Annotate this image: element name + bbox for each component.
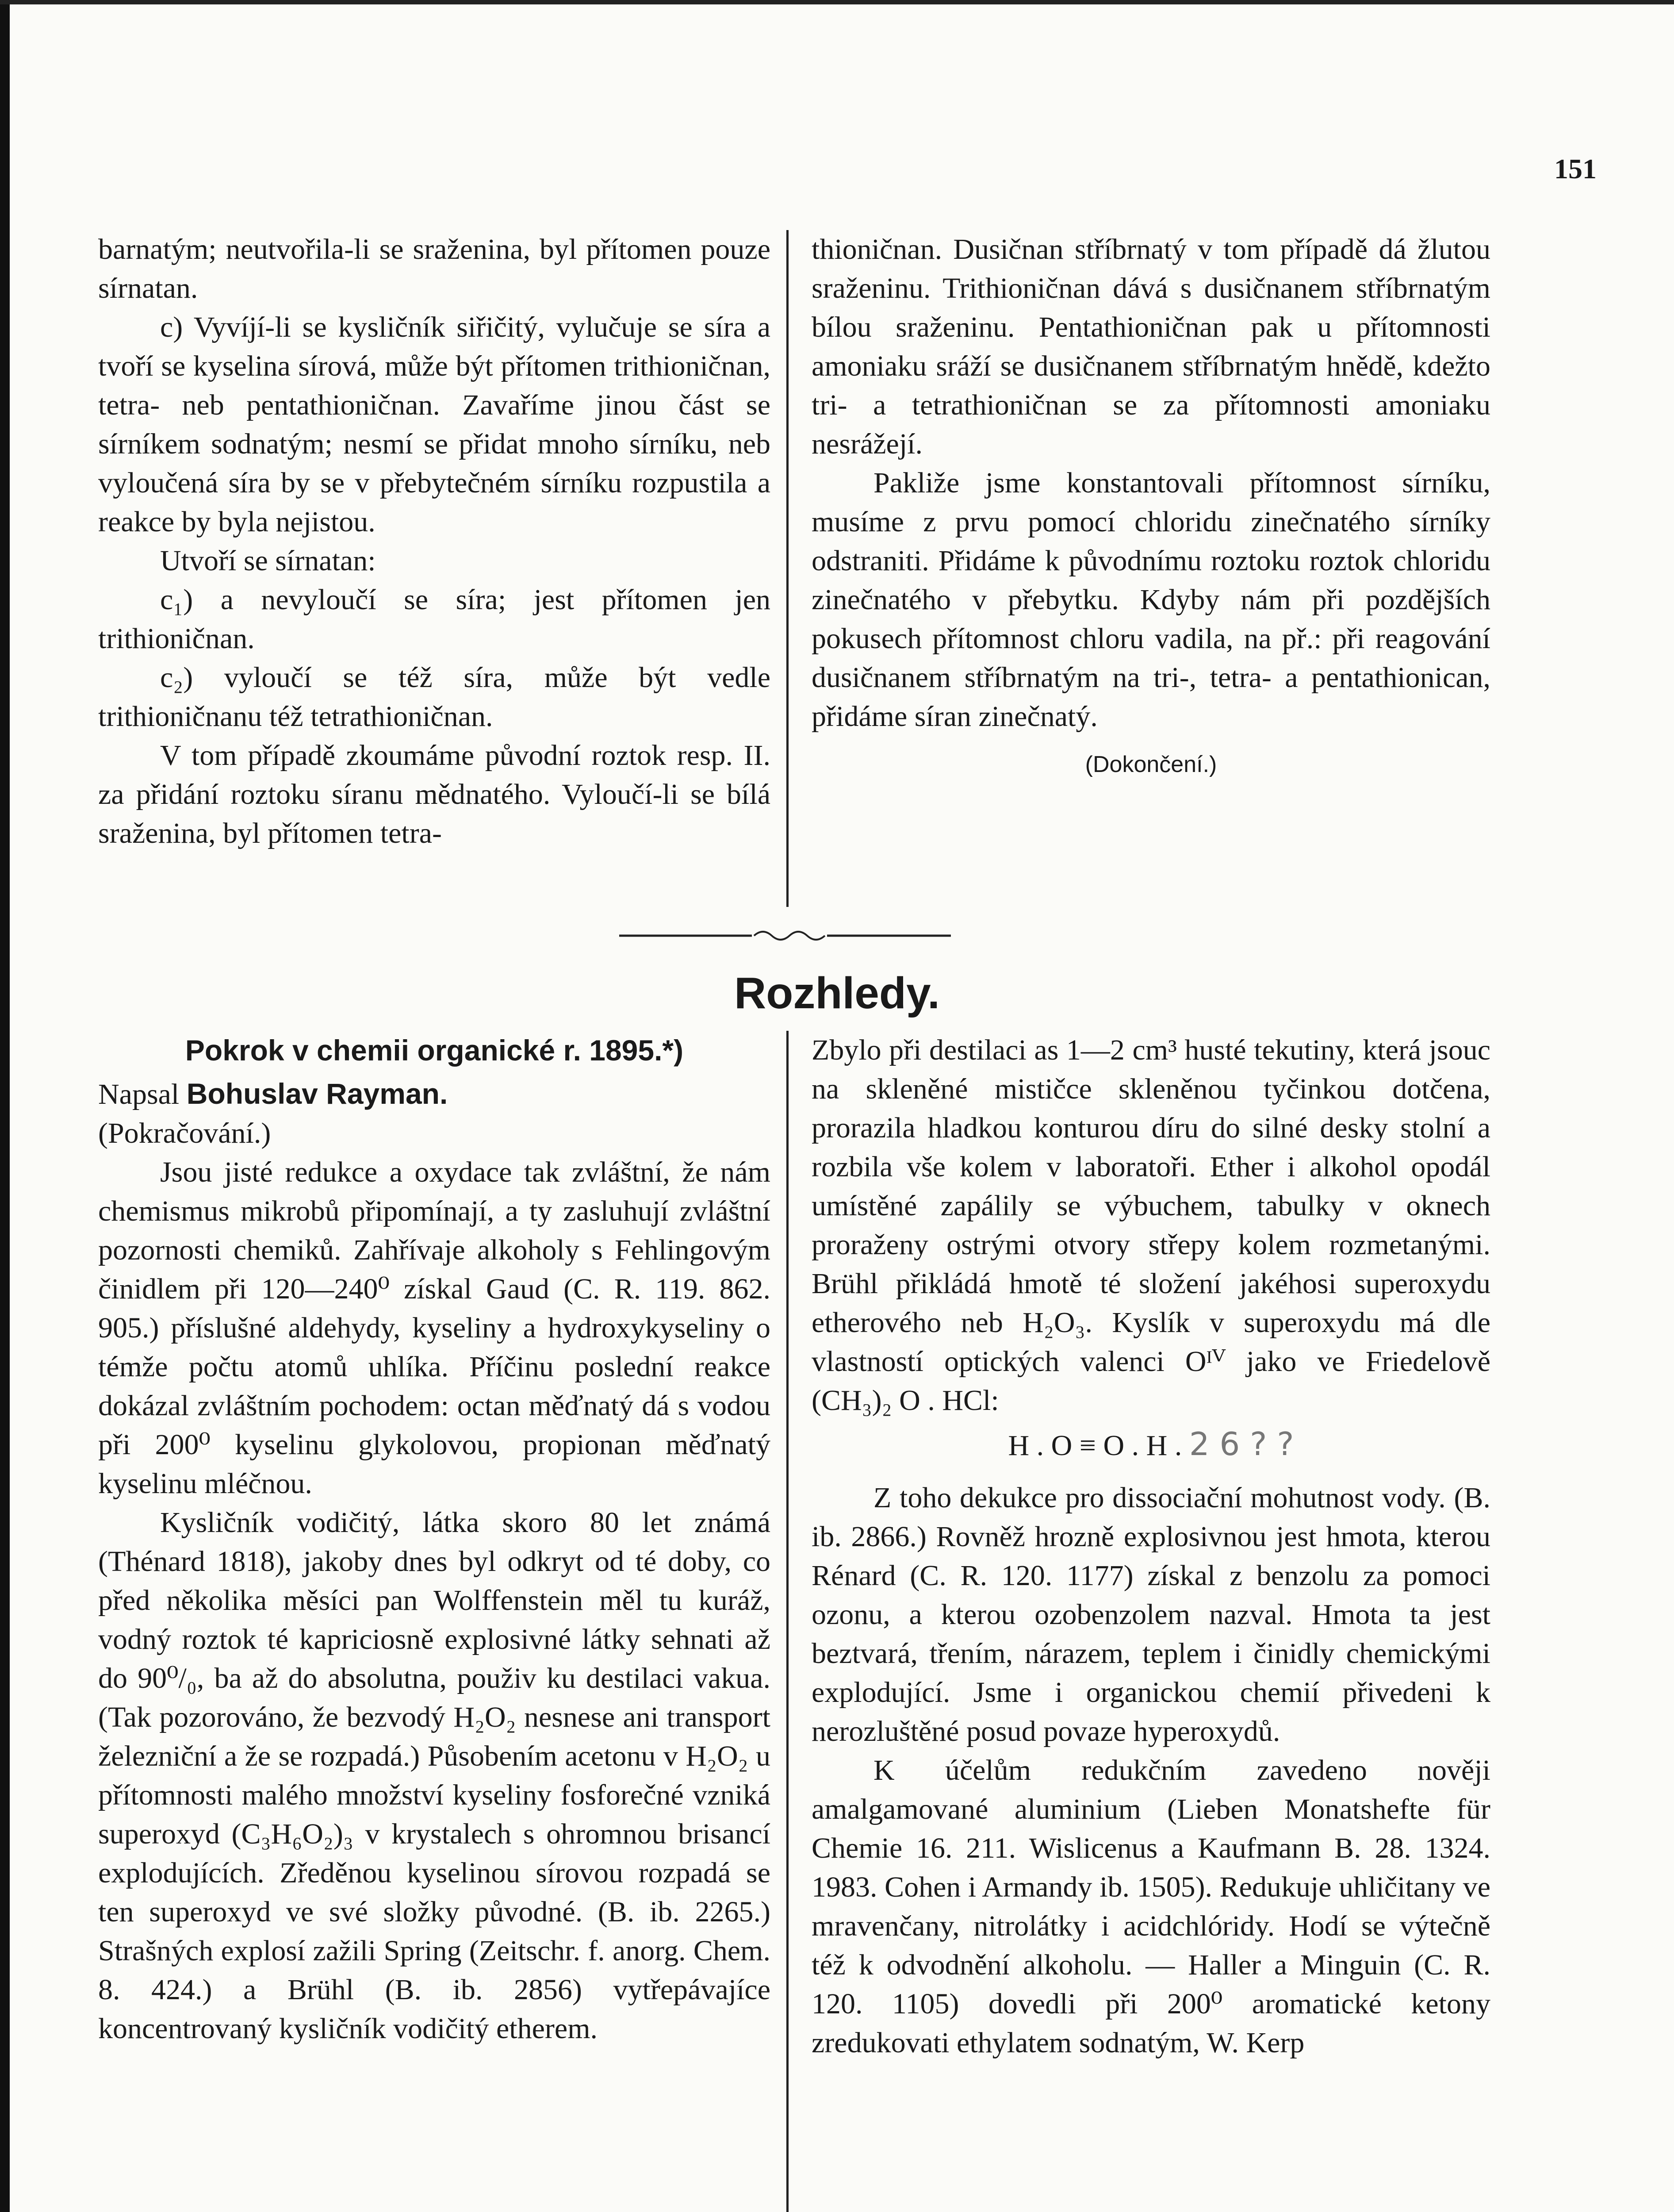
top-right-paragraphs [812, 230, 1490, 736]
handwritten-annotation: 2 6 ? ? [1189, 1425, 1294, 1463]
end-note: (Dokončení.) [1085, 752, 1217, 777]
formula: H . O ≡ O . H . [1008, 1429, 1182, 1462]
bottom-right-paragraphs [812, 1031, 1490, 1420]
paragraph: Utvoří se sírnatan: [160, 545, 376, 577]
column-divider-bottom [786, 1031, 789, 2212]
scan-edge-top [0, 0, 1674, 4]
paragraph: Kysličník vodičitý, látka skoro 80 let známá (Thénard 1818), jakoby dnes byl odkryt od té doby, co před několika měsíci pan Wolffenstein měl tu kuráž, vodný roztok té kapriciosně explosivné látky sehnati až do 90⁰/₀, ba až do absolutna, použiv ku destilaci vakua. (Tak pozorováno, že bezvodý H₂O₂ nesnese ani transport železniční a že se rozpadá.) Působením acetonu v H₂O₂ u přítomnosti malého množství kyseliny fosforečné vzniká superoxyd (C₃H₆O₂)₃ v krystalech s ohromnou brisancí explodujících. Zředěnou kyselinou sírovou rozpadá se ten superoxyd ve své složky původné. (B. ib. 2265.) Strašných explosí zažili Spring (Zeitschr. f. anorg. Chem. 8. 424.) a Brühl (B. ib. 2856) vytřepávajíce koncentrovaný kysličník vodičitý etherem. [98, 1506, 770, 2045]
article-title: Pokrok v chemii organické r. 1895.*) [185, 1034, 684, 1067]
paragraph: V tom případě zkoumáme původní roztok resp. II. za přidání roztoku síranu mědnatého. Vyloučí-li se bílá sraženina, byl přítomen tetra- [98, 739, 770, 849]
paragraph: K účelům redukčním zavedeno nověji amalgamované aluminium (Lieben Monatshefte für Chemie 16. 211. Wislicenus a Kaufmann B. 28. 1324. 1983. Cohen i Armandy ib. 1505). Redukuje uhličitany ve mravenčany, nitrolátky i acidchlóridy. Hodí se výtečně též k odvodnění alkoholu. — Haller a Minguin (C. R. 120. 1105) dovedli při 200⁰ aromatické ketony zredukovati ethylatem sodnatým, W. Kerp [812, 1754, 1490, 2059]
bottom-left-column [98, 1031, 770, 2048]
bottom-right-paragraphs-after [812, 1479, 1490, 2062]
column-divider-top [786, 230, 789, 907]
paragraph: c) Vyvíjí-li se kysličník siřičitý, vylučuje se síra a tvoří se kyselina sírová, může být přítomen trithioničnan, tetra- neb pentathioničnan. Zavaříme jinou část se sírníkem sodnatým; nesmí se přidat mnoho sírníku, neb vyloučená síra by se v přebytečném sírníku rozpustila a reakce by byla nejistou. [98, 311, 770, 538]
paragraph: Zbylo při destilaci as 1—2 cm³ husté tekutiny, která jsouc na skleněné mističce skleněnou tyčinkou dotčena, prorazila hladkou konturou díru do silné desky stolní a rozbila vše kolem v laboratoři. Ether i alkohol opodál umístěné zapálily se výbuchem, tabulky v oknech proraženy ostrými otvory střepy kolem rozmetanými. Brühl přikládá hmotě té složení jakéhosi superoxydu etherového neb H₂O₃. Kyslík v superoxydu má dle vlastností optických valenci Oᴵⱽ jako ve Friedelově (CH₃)₂ O . HCl: [812, 1034, 1490, 1417]
paragraph: c₂) vyloučí se též síra, může být vedle trithioničnanu též tetrathioničnan. [98, 661, 770, 733]
formula-line [812, 1425, 1490, 1465]
byline-prefix: Napsal [98, 1078, 180, 1110]
paragraph: c₁) a nevyloučí se síra; jest přítomen jen trithioničnan. [98, 584, 770, 655]
paragraph: Z toho dekukce pro dissociační mohutnost vody. (B. ib. 2866.) Rovněž hrozně explosivnou jest hmota, kterou Rénard (C. R. 120. 1177) získal z benzolu za pomoci ozonu, a kterou ozobenzolem nazval. Hmota ta jest beztvará, třením, nárazem, teplem i činidly chemickými explodující. Jsme i organickou chemií přivedeni k nerozluštěné posud povaze hyperoxydů. [812, 1482, 1490, 1747]
continuation-note: (Pokračování.) [98, 1117, 271, 1149]
byline [98, 1074, 770, 1114]
paragraph: thioničnan. Dusičnan stříbrnatý v tom případě dá žlutou sraženinu. Trithioničnan dává s dusičnanem stříbrnatým bílou sraženinu. Pentathioničnan pak u přítomnosti amoniaku sráží se dusičnanem stříbrnatým hnědě, kdežto tri- a tetrathioničnan se za přítomnosti amoniaku nesrážejí. [812, 233, 1490, 460]
author-name: Bohuslav Rayman. [186, 1077, 448, 1110]
paragraph: barnatým; neutvořila-li se sraženina, byl přítomen pouze sírnatan. [98, 233, 770, 304]
top-right-column [812, 230, 1490, 784]
paragraph: Jsou jisté redukce a oxydace tak zvláštní, že nám chemismus mikrobů připomínají, a ty zasluhují zvláštní pozornosti chemiků. Zahřívaje alkoholy s Fehlingovým činidlem při 120—240⁰ získal Gaud (C. R. 119. 862. 905.) příslušné aldehydy, kyseliny a hydroxykyseliny o témže počtu atomů uhlíka. Příčinu poslední reakce dokázal zvláštním pochodem: octan měďnatý dá s vodou při 200⁰ kyselinu glykolovou, propionan měďnatý kyselinu mléčnou. [98, 1156, 770, 1500]
ornamental-divider [619, 922, 951, 949]
bottom-right-column [812, 1031, 1490, 2062]
page-number: 151 [1554, 153, 1597, 184]
section-heading: Rozhledy. [734, 968, 940, 1018]
paragraph: Pakliže jsme konstantovali přítomnost sírníku, musíme z prvu pomocí chloridu zinečnatého sírníky odstraniti. Přidáme k původnímu roztoku roztok chloridu zinečnatého v přebytku. Kdyby nám při pozdějších pokusech přítomnost chloru vadila, na př.: při reagování dusičnanem stříbrnatým na tri-, tetra- a pentathionican, přidáme síran zinečnatý. [812, 467, 1490, 733]
bottom-left-paragraphs [98, 1153, 770, 2048]
scan-edge-left [0, 0, 10, 2212]
top-left-column [98, 230, 770, 853]
